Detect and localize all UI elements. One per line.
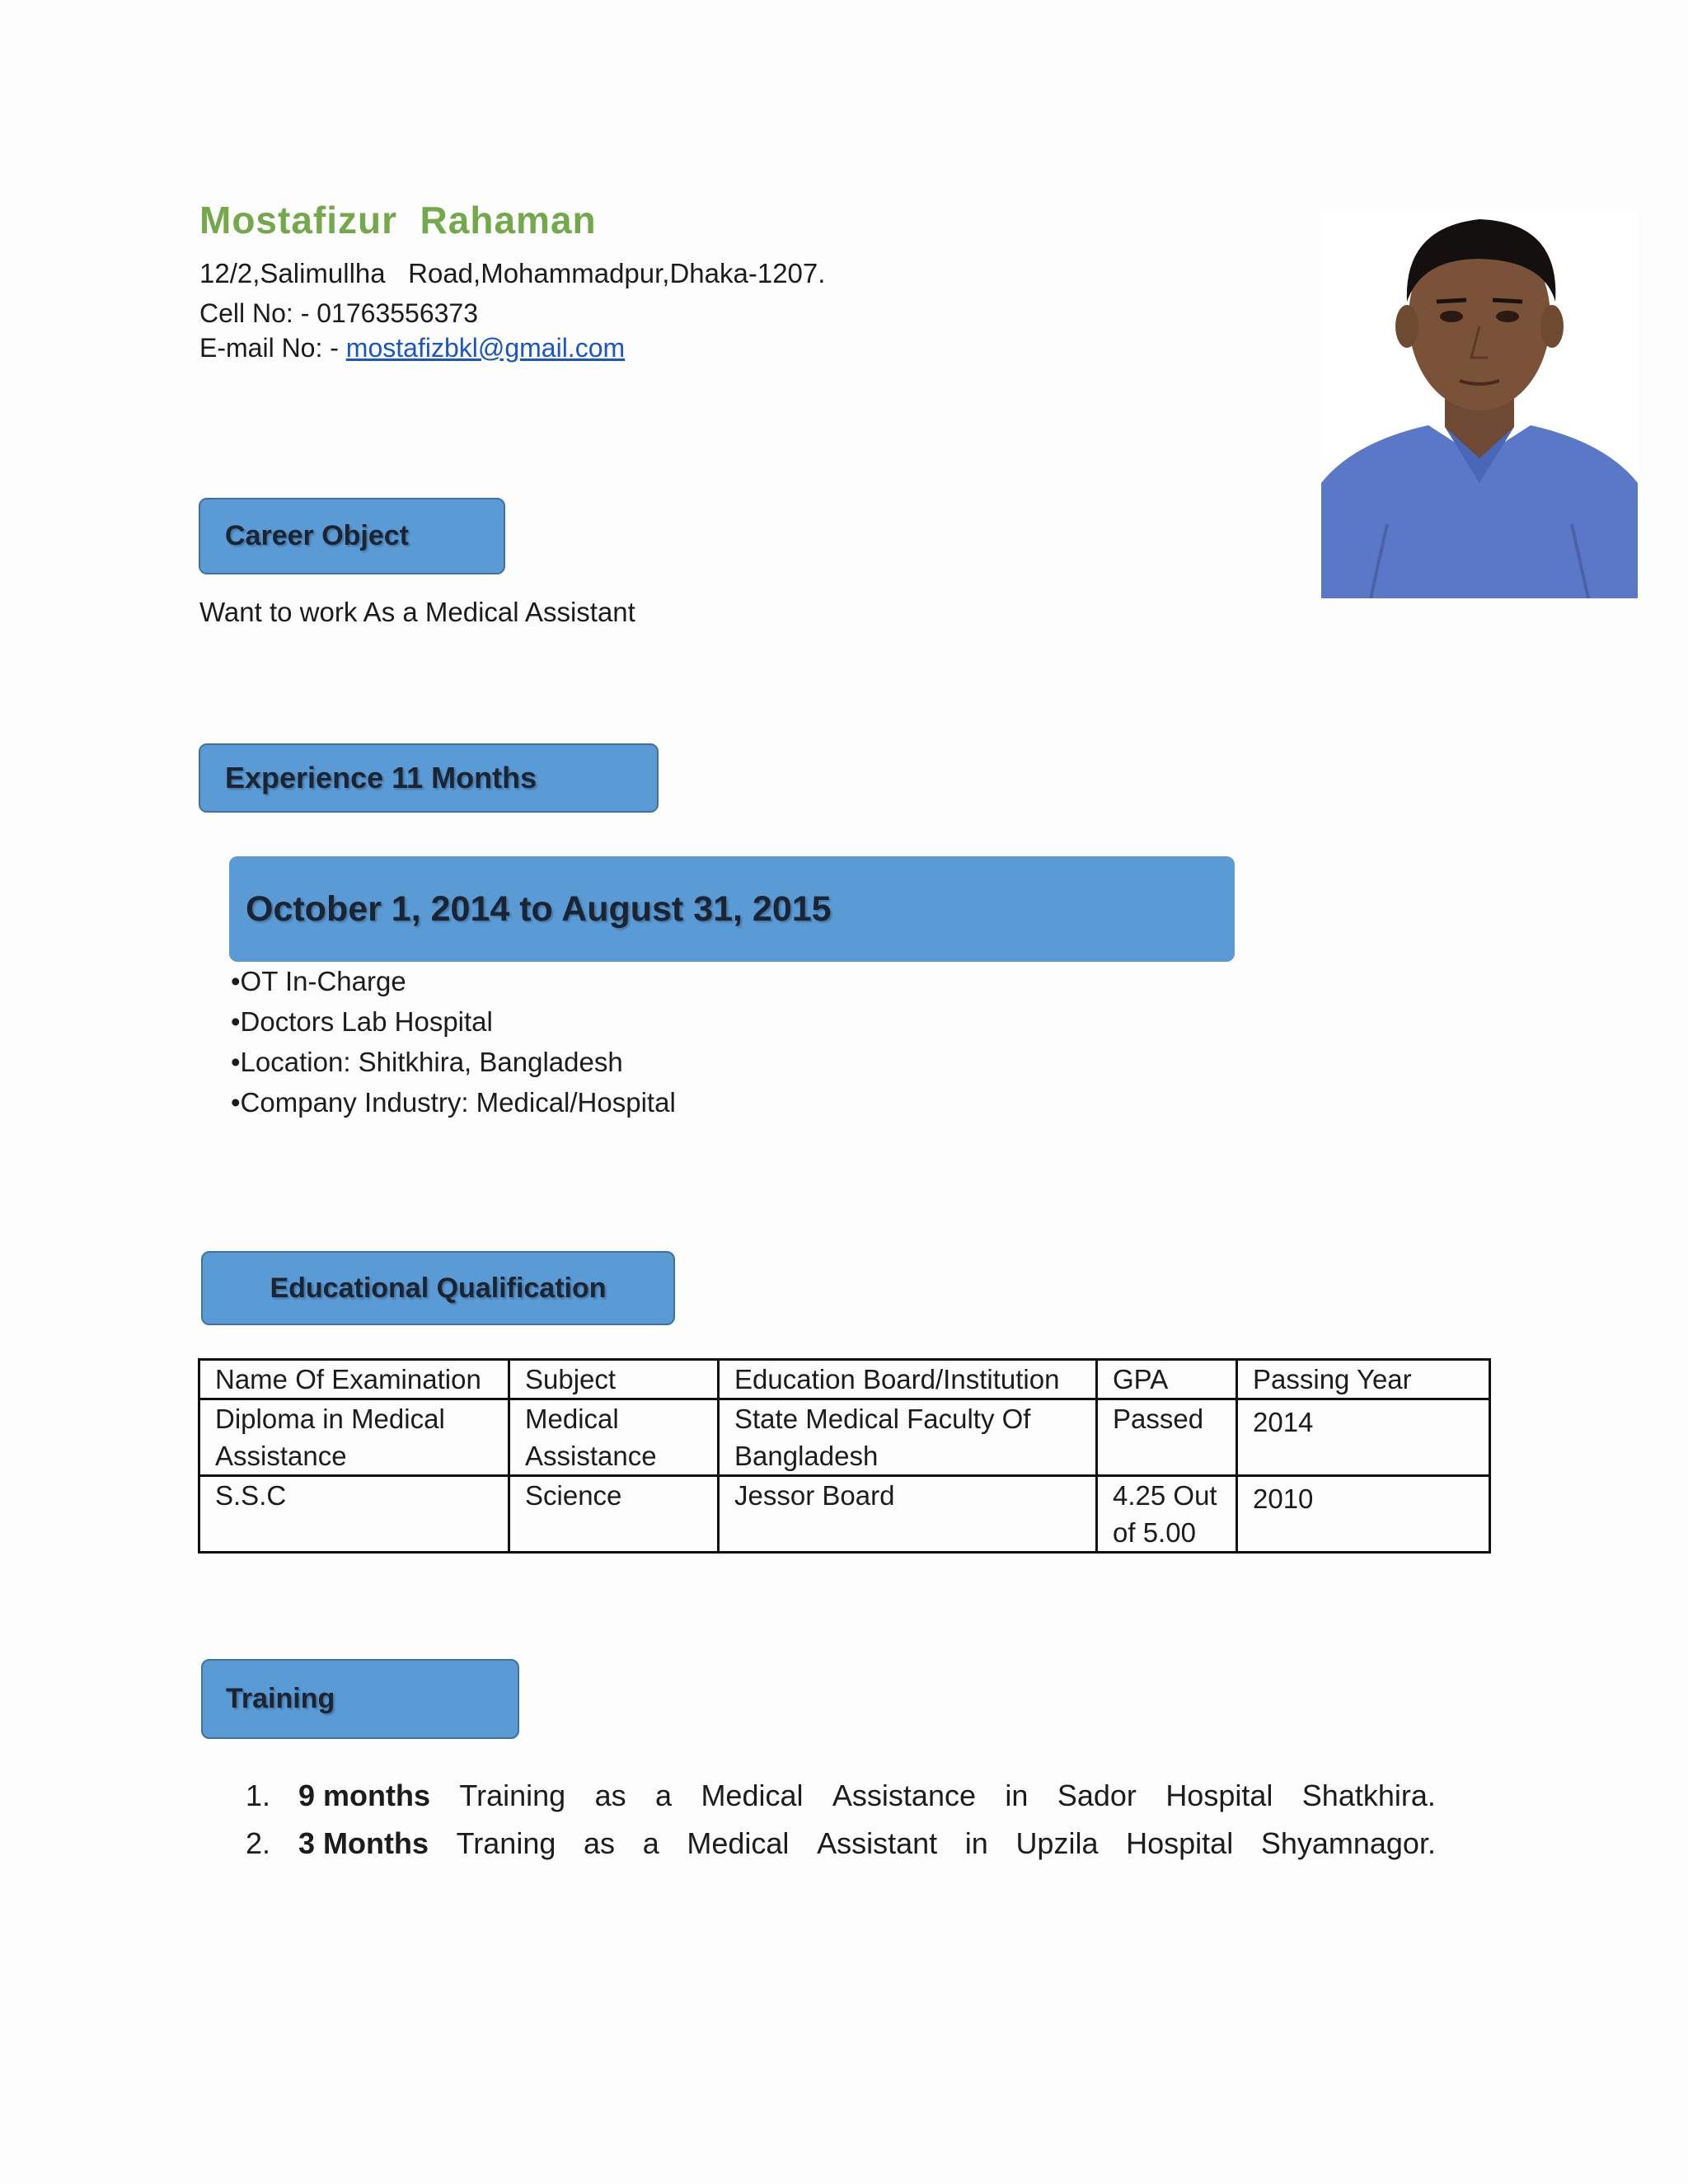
table-cell: 2014	[1237, 1399, 1490, 1476]
education-heading	[201, 1251, 675, 1325]
experience-item: •OT In-Charge	[231, 966, 406, 996]
table-cell: State Medical Faculty Of Bangladesh	[719, 1399, 1097, 1476]
career-object-heading	[199, 498, 505, 574]
table-cell: Science	[509, 1476, 719, 1553]
column-header: Education Board/Institution	[719, 1360, 1097, 1399]
experience-heading-label: Experience 11 Months	[225, 761, 537, 794]
experience-heading	[199, 743, 659, 813]
profile-photo	[1321, 211, 1638, 598]
person-photo-icon	[1321, 211, 1638, 598]
column-header: GPA	[1097, 1360, 1237, 1399]
column-header: Passing Year	[1237, 1360, 1490, 1399]
education-table	[198, 1358, 1491, 1554]
word: a	[655, 1779, 673, 1812]
career-objective-text: Want to work As a Medical Assistant	[199, 597, 635, 627]
email-line	[199, 333, 625, 363]
cell-label: Cell No: -	[199, 298, 317, 328]
table-cell: 4.25 Out of 5.00	[1097, 1476, 1237, 1553]
word: Assistant	[817, 1826, 938, 1860]
word: in	[964, 1826, 988, 1860]
table-cell: Passed	[1097, 1399, 1237, 1476]
list-number: 2.	[246, 1826, 271, 1860]
word: Assistance	[832, 1779, 976, 1812]
word: Hospital	[1126, 1826, 1234, 1860]
experience-period: October 1, 2014 to August 31, 2015	[246, 888, 832, 929]
word: Medical	[701, 1779, 804, 1812]
list-item	[246, 1772, 1436, 1820]
word: as	[594, 1779, 626, 1812]
word: Sador	[1057, 1779, 1137, 1812]
experience-details	[231, 961, 676, 1122]
word: Medical	[687, 1826, 790, 1860]
word: Upzila	[1015, 1826, 1099, 1860]
column-header: Subject	[509, 1360, 719, 1399]
email-link[interactable]: mostafizbkl@gmail.com	[345, 333, 626, 363]
training-duration: 3 Months	[298, 1826, 429, 1860]
experience-item: •Location: Shitkhira, Bangladesh	[231, 1047, 623, 1077]
training-heading-label: Training	[226, 1683, 335, 1714]
table-cell: Medical Assistance	[509, 1399, 719, 1476]
career-heading-label: Career Object	[225, 520, 409, 551]
column-header: Name Of Examination	[199, 1360, 509, 1399]
word: as	[584, 1826, 616, 1860]
training-text	[298, 1772, 1436, 1820]
training-heading	[201, 1659, 519, 1739]
training-text	[298, 1820, 1436, 1868]
candidate-name: Mostafizur Rahaman	[199, 199, 597, 241]
table-cell: S.S.C	[199, 1476, 509, 1553]
word: Shyamnagor.	[1260, 1826, 1436, 1860]
table-row	[199, 1399, 1490, 1476]
experience-item: •Doctors Lab Hospital	[231, 1006, 493, 1037]
word: Traning	[456, 1826, 556, 1860]
education-heading-label: Educational Qualification	[270, 1272, 607, 1304]
word: Training	[459, 1779, 566, 1812]
email-label: E-mail No: -	[199, 333, 346, 363]
word: in	[1005, 1779, 1029, 1812]
cell-number: 01763556373	[316, 298, 479, 328]
training-list	[246, 1772, 1436, 1868]
experience-item: •Company Industry: Medical/Hospital	[231, 1087, 676, 1118]
word: a	[642, 1826, 659, 1860]
experience-period-banner	[229, 856, 1235, 962]
table-header-row	[199, 1360, 1490, 1399]
table-cell: Diploma in Medical Assistance	[199, 1399, 509, 1476]
list-item	[246, 1820, 1436, 1868]
training-duration: 9 months	[298, 1779, 431, 1812]
table-cell: 2010	[1237, 1476, 1490, 1553]
address: 12/2,Salimullha Road,Mohammadpur,Dhaka-1207.	[199, 258, 826, 288]
list-number: 1.	[246, 1779, 271, 1812]
word: Shatkhira.	[1301, 1779, 1436, 1812]
table-cell: Jessor Board	[719, 1476, 1097, 1553]
cell-line	[199, 298, 478, 329]
table-row	[199, 1476, 1490, 1553]
word: Hospital	[1165, 1779, 1273, 1812]
